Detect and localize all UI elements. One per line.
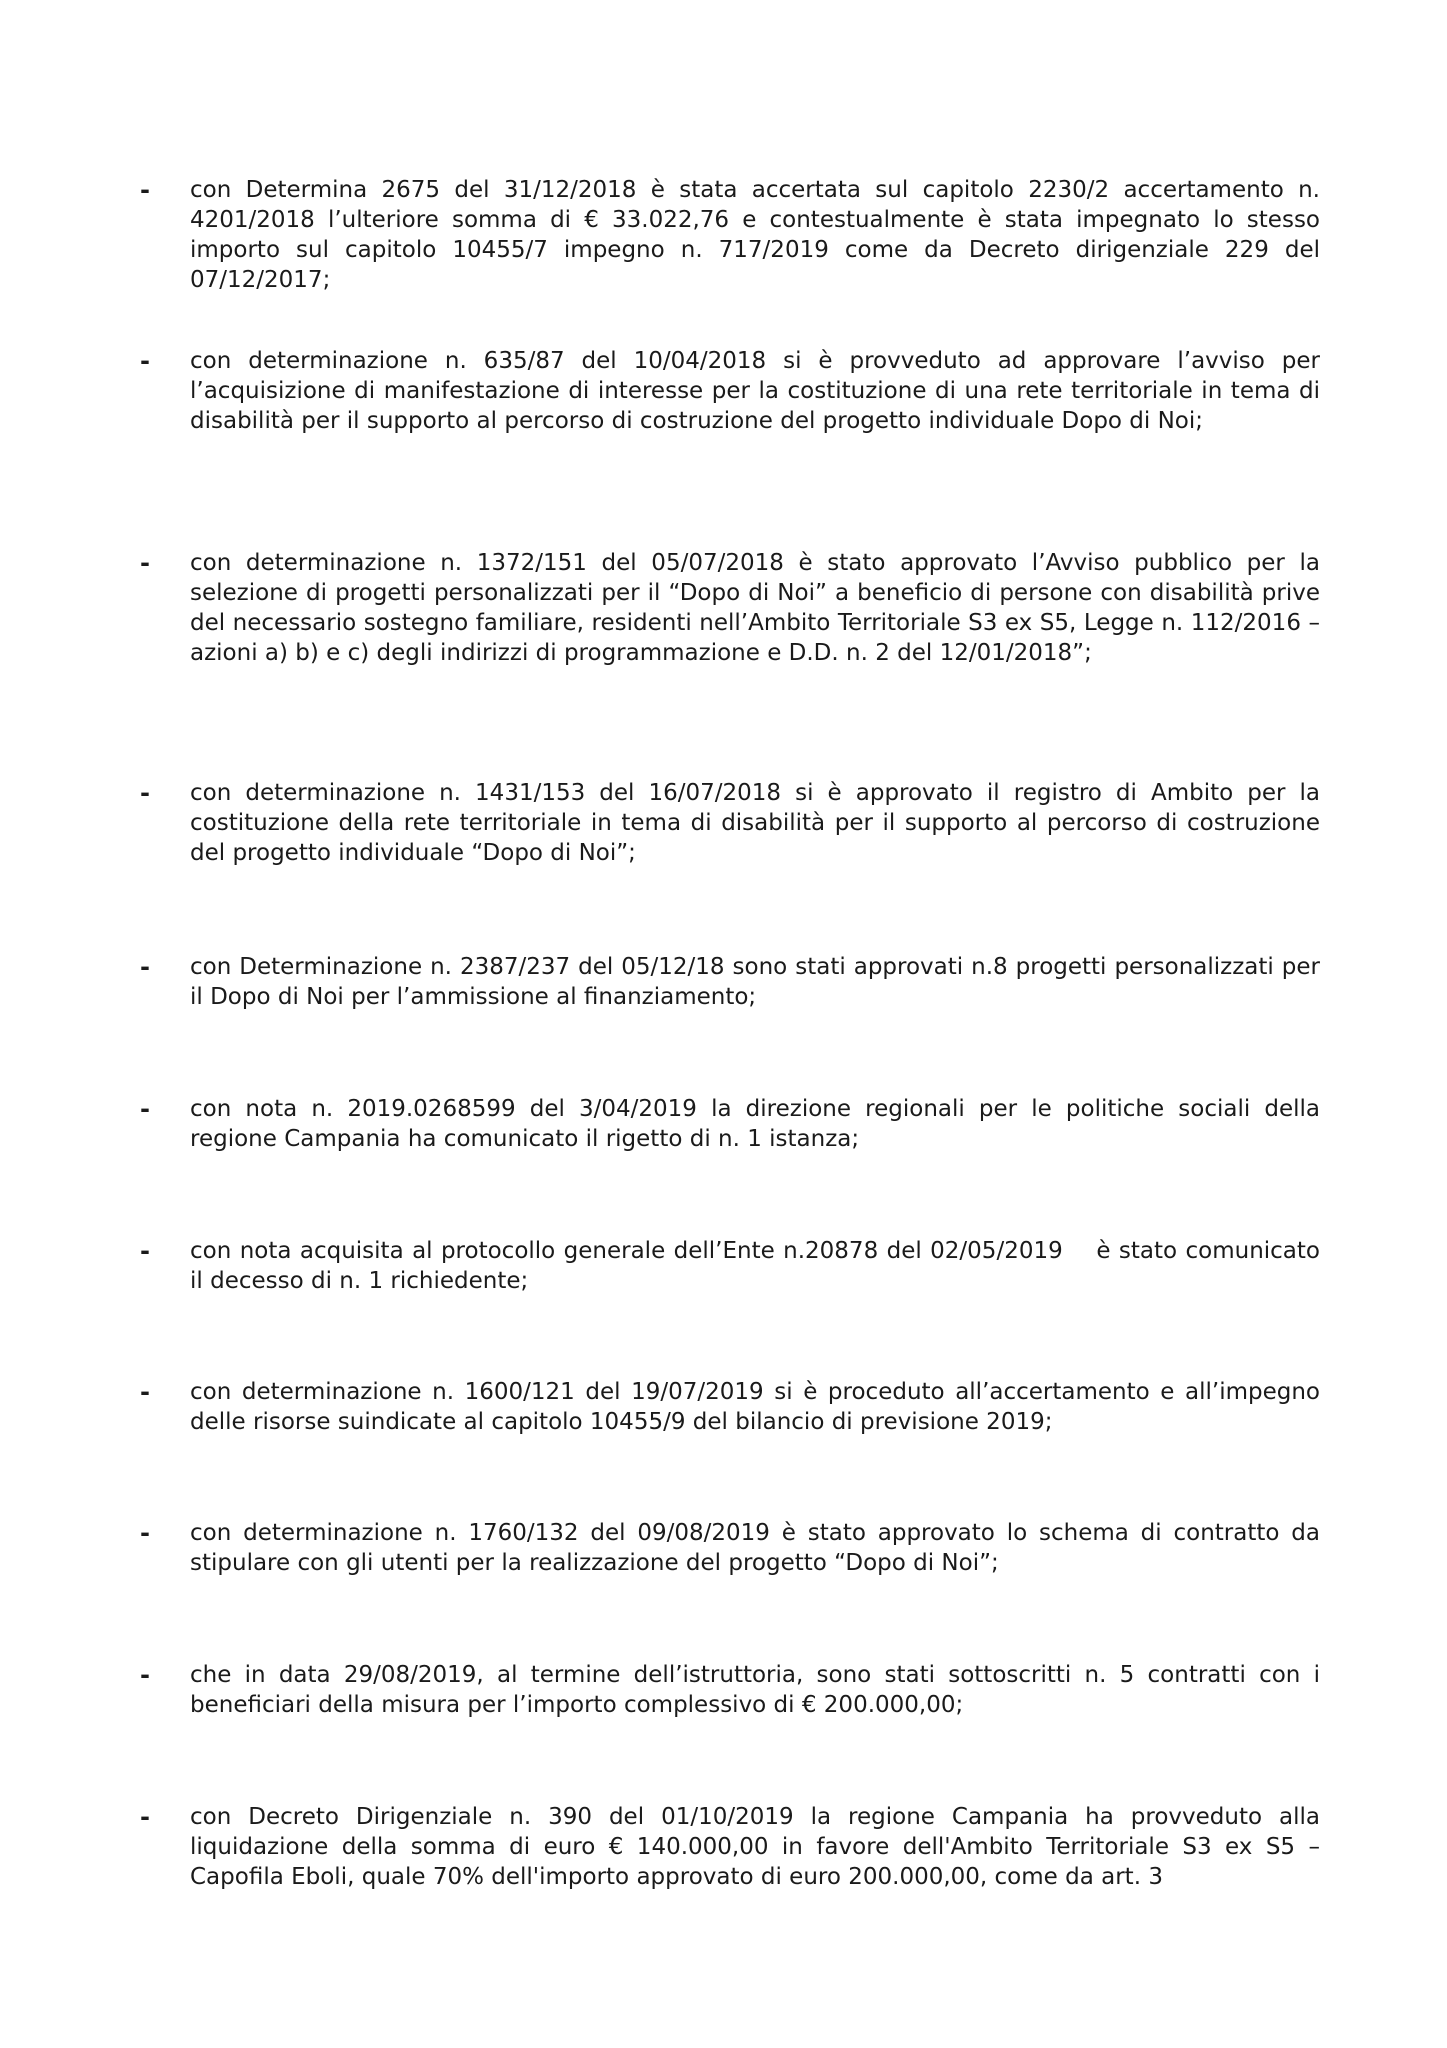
- bullet-dash: -: [140, 1661, 150, 1689]
- paragraph-text: con determinazione n. 1760/132 del 09/08/2019 è stato approvato lo schema di contratto da stipulare con gli utenti per la realizzazione del progetto “Dopo di Noi”;: [190, 1520, 1320, 1576]
- bullet-dash: -: [140, 779, 150, 807]
- paragraph-text: con Determina 2675 del 31/12/2018 è stata accertata sul capitolo 2230/2 accertamento n. 4201/2018 l’ulteriore somma di € 33.022,76 e contestualmente è stata impegnato lo stesso importo sul capitolo 10455/7 impegno n. 717/2019 come da Decreto dirigenziale 229 del 07/12/2017;: [190, 177, 1320, 293]
- bullet-dash: -: [140, 1237, 150, 1265]
- bullet-dash: -: [140, 176, 150, 204]
- paragraph-text: con Determinazione n. 2387/237 del 05/12/18 sono stati approvati n.8 progetti personalizzati per il Dopo di Noi per l’ammissione al finanziamento;: [190, 954, 1320, 1010]
- paragraph-text: con determinazione n. 1600/121 del 19/07/2019 si è proceduto all’accertamento e all’impegno delle risorse suindicate al capitolo 10455/9 del bilancio di previsione 2019;: [190, 1379, 1320, 1435]
- paragraph-text: che in data 29/08/2019, al termine dell’istruttoria, sono stati sottoscritti n. 5 contratti con i beneficiari della misura per l’importo complessivo di € 200.000,00;: [190, 1662, 1320, 1718]
- paragraph-text: con nota acquisita al protocollo generale dell’Ente n.20878 del 02/05/2019 è stato comunicato il decesso di n. 1 richiedente;: [190, 1238, 1328, 1294]
- paragraph-text: con determinazione n. 1372/151 del 05/07/2018 è stato approvato l’Avviso pubblico per la selezione di progetti personalizzati per il “Dopo di Noi” a beneficio di persone con disabilità prive del necessario sostegno familiare, residenti nell’Ambito Territoriale S3 ex S5, Legge n. 112/2016 – azioni a) b) e c) degli indirizzi di programmazione e D.D. n. 2 del 12/01/2018”;: [190, 550, 1320, 666]
- paragraph-text: con determinazione n. 1431/153 del 16/07/2018 si è approvato il registro di Ambito per la costituzione della rete territoriale in tema di disabilità per il supporto al percorso di costruzione del progetto individuale “Dopo di Noi”;: [190, 780, 1320, 866]
- paragraph-text: con Decreto Dirigenziale n. 390 del 01/10/2019 la regione Campania ha provveduto alla liquidazione della somma di euro € 140.000,00 in favore dell'Ambito Territoriale S3 ex S5 – Capofila Eboli, quale 70% dell'importo approvato di euro 200.000,00, come da art. 3: [190, 1804, 1320, 1890]
- bullet-dash: -: [140, 1519, 150, 1547]
- bullet-dash: -: [140, 549, 150, 577]
- paragraph-text: con determinazione n. 635/87 del 10/04/2018 si è provveduto ad approvare l’avviso per l’acquisizione di manifestazione di interesse per la costituzione di una rete territoriale in tema di disabilità per il supporto al percorso di costruzione del progetto individuale Dopo di Noi;: [190, 348, 1320, 434]
- bullet-dash: -: [140, 953, 150, 981]
- bullet-dash: -: [140, 1378, 150, 1406]
- paragraph-text: con nota n. 2019.0268599 del 3/04/2019 la direzione regionali per le politiche sociali della regione Campania ha comunicato il rigetto di n. 1 istanza;: [190, 1096, 1320, 1152]
- bullet-dash: -: [140, 1803, 150, 1831]
- bullet-dash: -: [140, 1095, 150, 1123]
- bullet-dash: -: [140, 347, 150, 375]
